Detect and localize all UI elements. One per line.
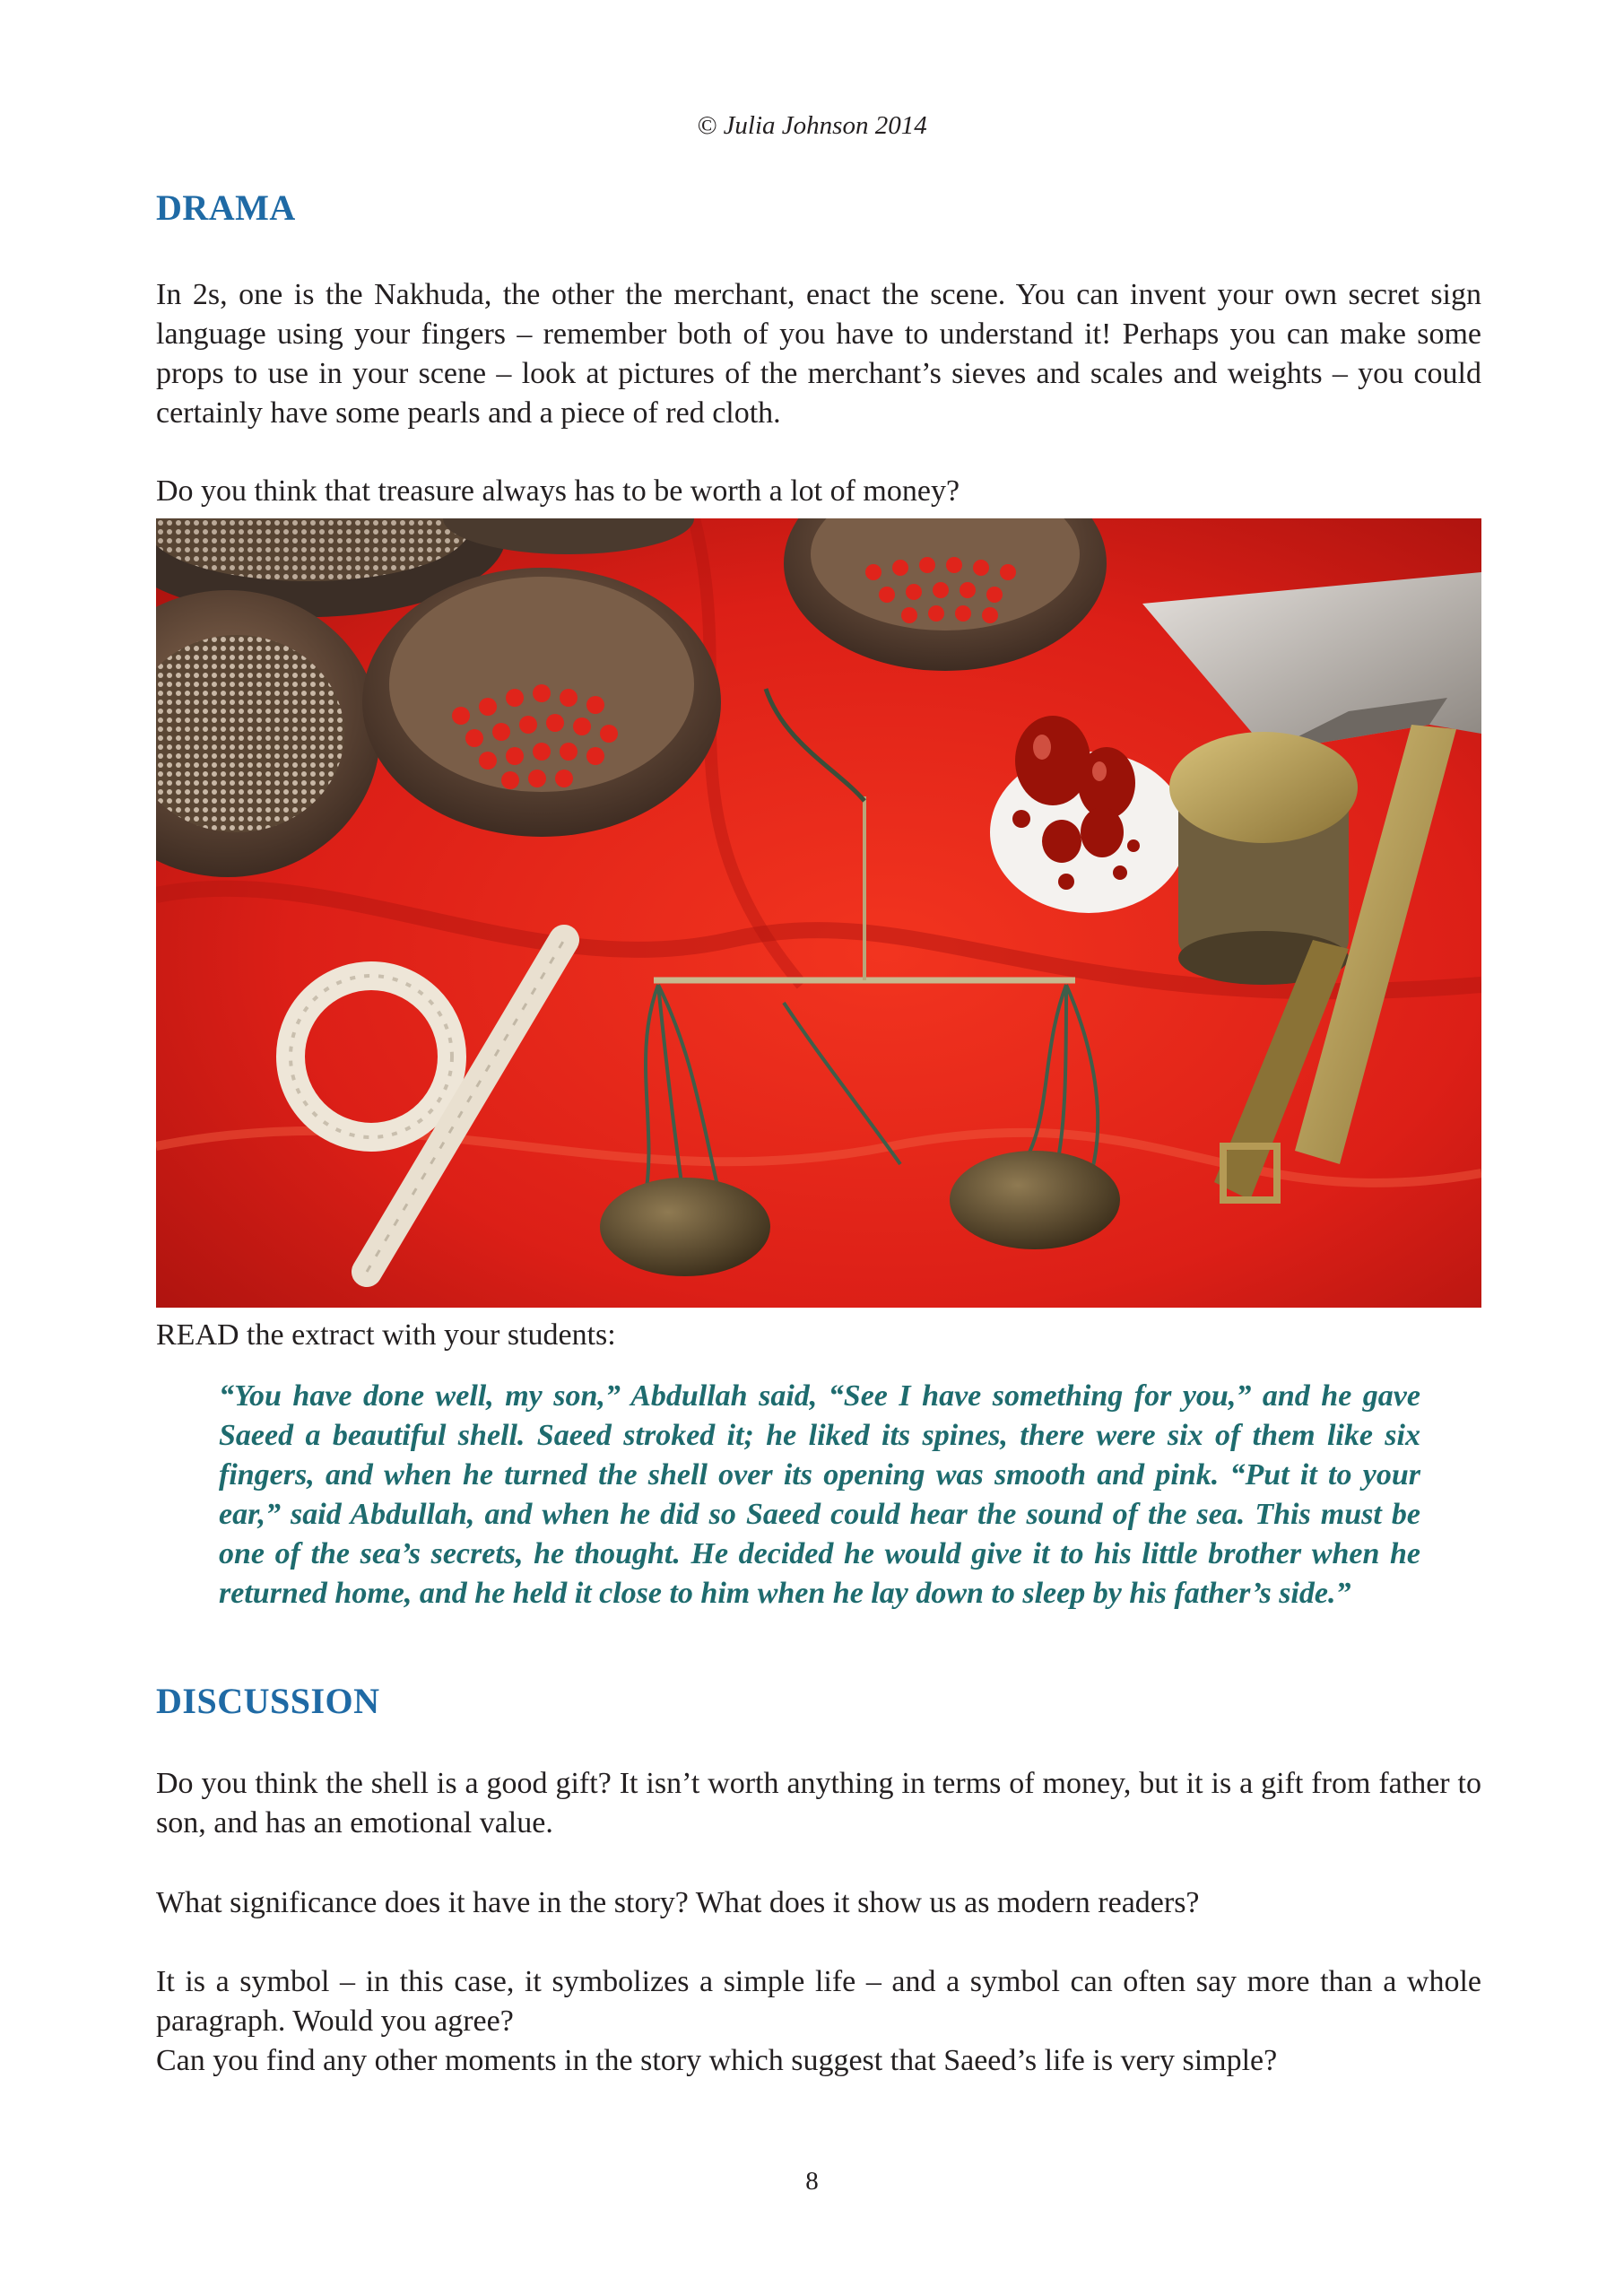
copyright-notice: © Julia Johnson 2014	[697, 111, 927, 140]
discussion-paragraph-1: Do you think the shell is a good gift? It isn’t worth anything in terms of money, but it is a gift from father to son, and has an emotional value.	[156, 1767, 1481, 1839]
discussion-paragraph-4: Can you find any other moments in the story which suggest that Saeed’s life is very simple?	[156, 2044, 1278, 2077]
read-instruction: READ the extract with your students:	[156, 1318, 616, 1352]
discussion-heading: DISCUSSION	[156, 1681, 380, 1721]
drama-paragraph: In 2s, one is the Nakhuda, the other the merchant, enact the scene. You can invent your own secret sign language using your fingers – remember both of you have to understand it! Perhaps you can make some props to use in your scene – look at pictures of the merchant’s sieves and scales and weights – you could certainly have some pearls and a piece of red cloth.	[156, 278, 1481, 430]
scale-pan-right	[950, 1151, 1120, 1249]
photo-illustration	[156, 518, 1481, 1308]
story-extract: “You have done well, my son,” Abdullah said, “See I have something for you,” and he gave Saeed a beautiful shell. Saeed stroked it; he liked its spines, there were six of them like six fingers, and when he turned the shell over its opening was smooth and pink. “Put it to your ear,” said Abdullah, and when he did so Saeed could hear the sound of the sea. This must be one of the sea’s secrets, he thought. He decided he would give it to his little brother when he returned home, and he held it close to him when he lay down to sleep by his father’s side.”	[219, 1379, 1420, 1610]
page-number: 8	[805, 2167, 819, 2196]
discussion-paragraph-3: It is a symbol – in this case, it symbolizes a simple life – and a symbol can often say more than a whole paragraph. Would you agree?	[156, 1965, 1481, 2038]
discussion-paragraph-2: What significance does it have in the story? What does it show us as modern readers?	[156, 1886, 1200, 1919]
merchant-tools-photo	[156, 518, 1481, 1308]
drama-question: Do you think that treasure always has to be worth a lot of money?	[156, 474, 960, 508]
brass-weight	[1169, 732, 1358, 843]
scale-pan-left	[600, 1178, 770, 1276]
drama-heading: DRAMA	[156, 187, 296, 228]
